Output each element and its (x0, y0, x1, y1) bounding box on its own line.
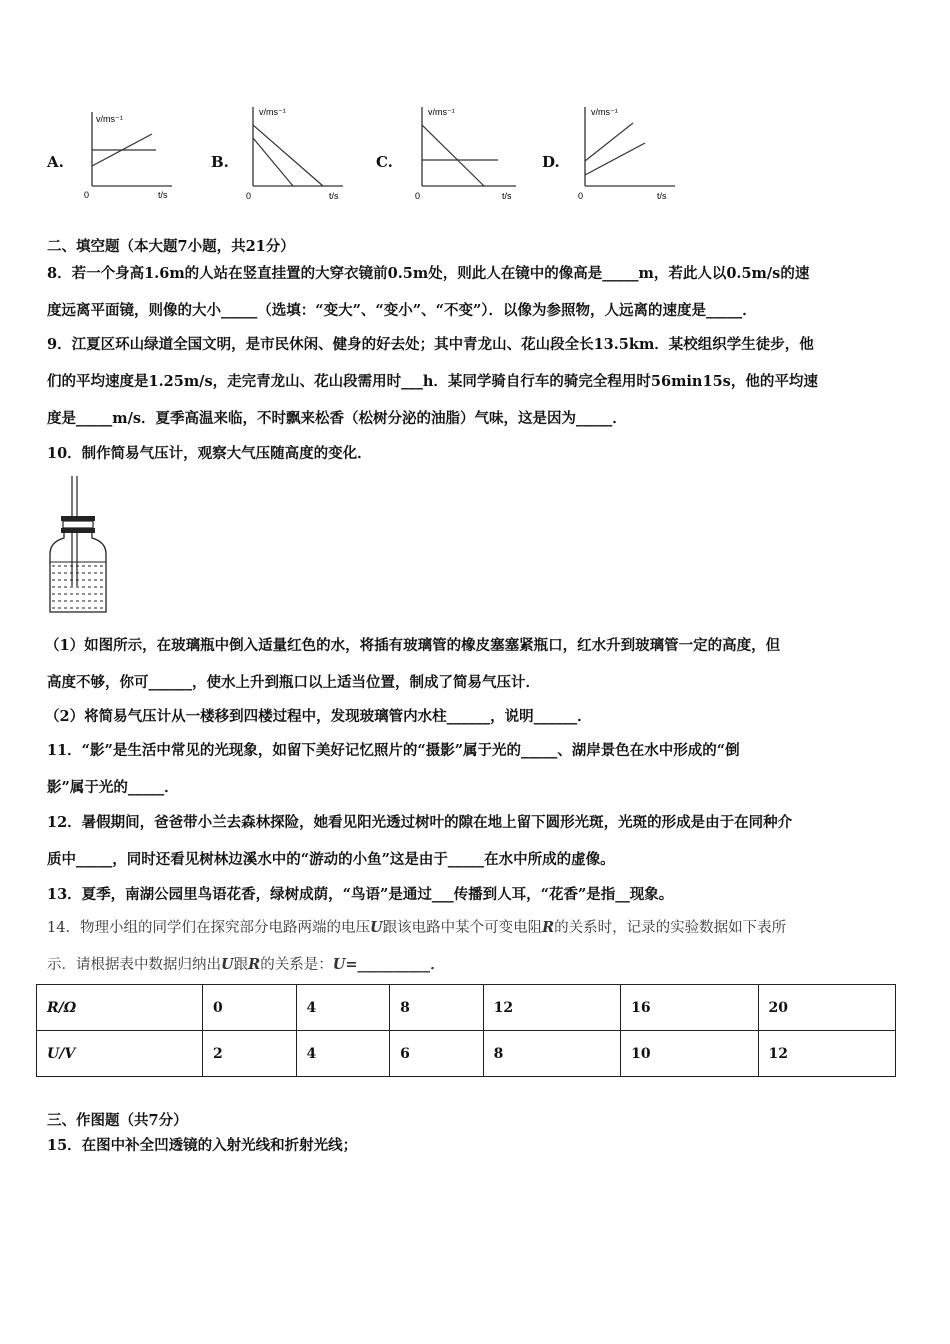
table-cell: 6 (390, 1031, 484, 1077)
q10-title: 10．制作简易气压计，观察大气压随高度的变化． (47, 445, 372, 462)
option-d-label: D. (542, 153, 560, 171)
table-cell: 8 (483, 1031, 620, 1077)
graph-b-line-1 (253, 125, 323, 186)
table-cell: 20 (758, 985, 895, 1031)
graph-c (412, 103, 520, 207)
barometer-bottle-illustration (44, 474, 112, 620)
table-cell: 0 (203, 985, 297, 1031)
q10-part1-line-1: （1）如图所示，在玻璃瓶中倒入适量红色的水，将插有玻璃管的橡皮塞塞紧瓶口，红水升到玻璃管一定的高度，但 (45, 637, 781, 654)
table-cell: 10 (621, 1031, 758, 1077)
q14-line-2: 示．请根据表中数据归纳出U跟R的关系是：U=__________． (47, 956, 445, 973)
q11-line-2: 影”属于光的_____． (47, 779, 179, 796)
table-cell: 8 (390, 985, 484, 1031)
graph-a (84, 108, 179, 207)
graph-d-yaxis: v/ms⁻¹ (591, 107, 618, 117)
q12-line-2: 质中_____，同时还看见树林边溪水中的“游动的小鱼”这是由于_____在水中所成的虚像。 (47, 851, 615, 868)
graph-b-line-2 (253, 138, 293, 186)
graph-b-origin: 0 (246, 191, 252, 201)
graph-b (243, 103, 348, 207)
graph-a-xaxis: t/s (158, 190, 168, 200)
graph-c-origin: 0 (415, 191, 421, 201)
q12-line-1: 12．暑假期间，爸爸带小兰去森林探险，她看见阳光透过树叶的隙在地上留下圆形光斑，光斑的形成是由于在同种介 (47, 814, 793, 831)
graph-d-steep-line (585, 123, 633, 161)
graph-c-yaxis: v/ms⁻¹ (428, 107, 455, 117)
table-header-u: U/V (37, 1031, 203, 1077)
graph-b-xaxis: t/s (329, 191, 339, 201)
table-header-r: R/Ω (37, 985, 203, 1031)
q10-part1-line-2: 高度不够，你可______，使水上升到瓶口以上适当位置，制成了简易气压计． (47, 674, 540, 691)
table-cell: 12 (758, 1031, 895, 1077)
table-cell: 12 (483, 985, 620, 1031)
graph-c-falling-line (422, 125, 484, 186)
graph-a-yaxis: v/ms⁻¹ (96, 114, 123, 124)
section-3-heading: 三、作图题（共7分） (47, 1112, 188, 1129)
q9-line-3: 度是_____m/s．夏季高温来临，不时飘来松香（松树分泌的油脂）气味，这是因为_____． (47, 410, 627, 427)
option-b-label: B. (211, 153, 229, 171)
graph-d (575, 103, 680, 207)
q9-line-2: 们的平均速度是1.25m/s，走完青龙山、花山段需用时___h．某同学骑自行车的骑完全程用时56min15s，他的平均速 (47, 373, 818, 390)
table-row (37, 985, 896, 1031)
table-cell: 4 (296, 985, 390, 1031)
resistance-voltage-table (36, 984, 896, 1077)
q14-line-1: 14．物理小组的同学们在探究部分电路两端的电压U跟该电路中某个可变电阻R的关系时，记录的实验数据如下表所 (47, 919, 787, 936)
graph-d-xaxis: t/s (657, 191, 667, 201)
q9-line-1: 9．江夏区环山绿道全国文明，是市民休闲、健身的好去处；其中青龙山、花山段全长13.5km．某校组织学生徒步，他 (47, 336, 814, 353)
graph-a-origin: 0 (84, 190, 90, 200)
table-cell: 2 (203, 1031, 297, 1077)
q15-line-1: 15．在图中补全凹透镜的入射光线和折射光线； (47, 1137, 358, 1154)
q13-line-1: 13．夏季，南湖公园里鸟语花香，绿树成荫，“鸟语”是通过___传播到人耳，“花香”是指__现象。 (47, 886, 674, 903)
q8-line-1: 8．若一个身高1.6m的人站在竖直挂置的大穿衣镜前0.5m处，则此人在镜中的像高是_____m，若此人以0.5m/s的速 (47, 265, 810, 282)
section-2-heading: 二、填空题（本大题7小题，共21分） (47, 238, 295, 255)
q11-line-1: 11．“影”是生活中常见的光现象，如留下美好记忆照片的“摄影”属于光的_____、湖岸景色在水中形成的“倒 (47, 742, 740, 759)
q10-part2: （2）将简易气压计从一楼移到四楼过程中，发现玻璃管内水柱______，说明______． (45, 708, 592, 725)
graph-d-shallow-line (585, 143, 645, 175)
table-cell: 4 (296, 1031, 390, 1077)
option-a-label: A. (47, 153, 64, 171)
graph-c-xaxis: t/s (502, 191, 512, 201)
graph-b-yaxis: v/ms⁻¹ (259, 107, 286, 117)
option-c-label: C. (376, 153, 393, 171)
graph-d-origin: 0 (578, 191, 584, 201)
table-row (37, 1031, 896, 1077)
q8-line-2: 度远离平面镜，则像的大小_____（选填：“变大”、“变小”、“不变”）．以像为参照物，人远离的速度是_____． (47, 302, 757, 319)
table-cell: 16 (621, 985, 758, 1031)
